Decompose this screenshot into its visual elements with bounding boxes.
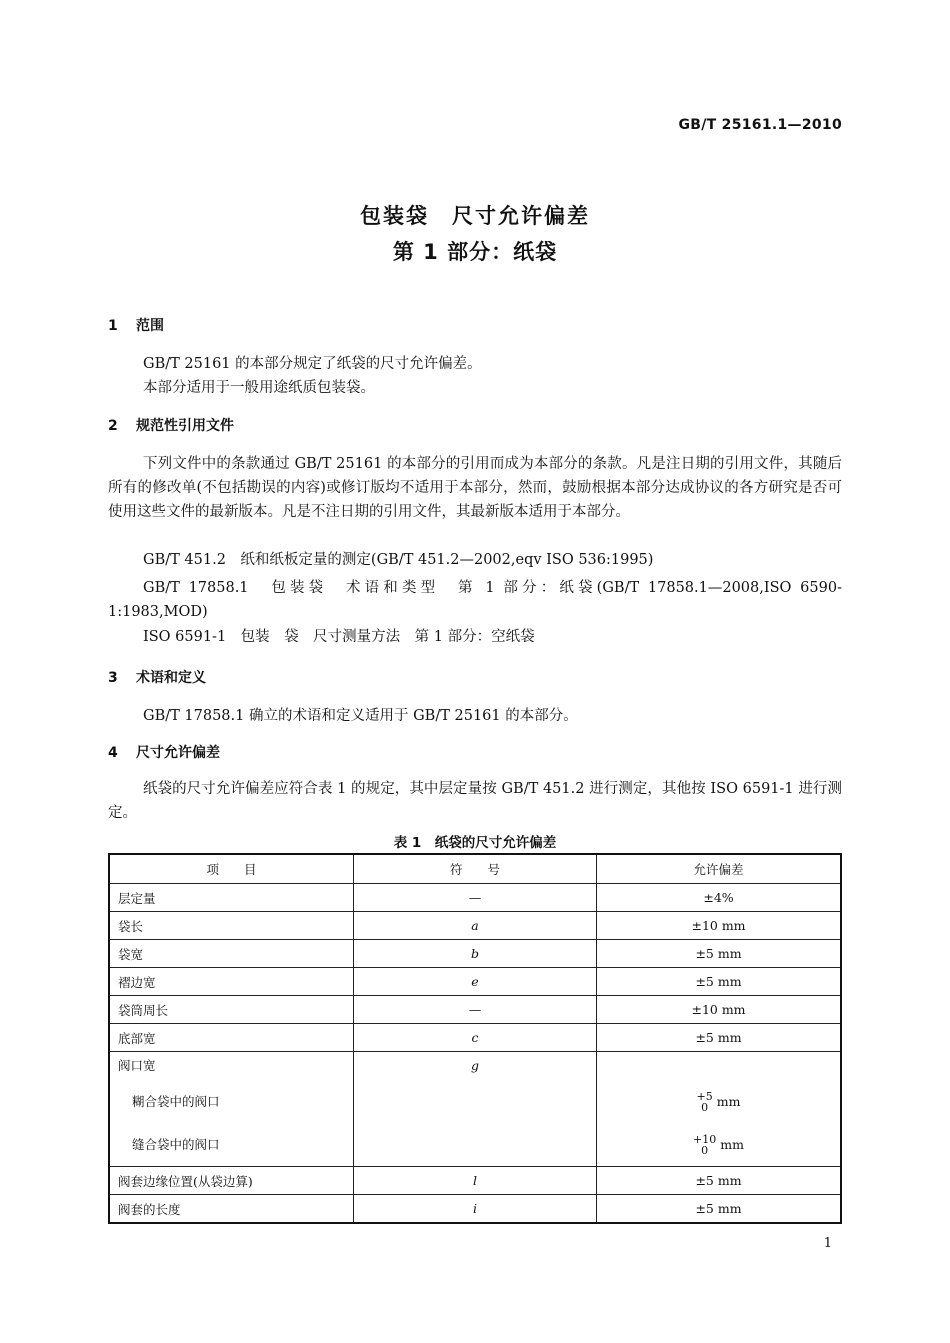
table-row — [109, 1167, 841, 1195]
tolerance-table — [108, 853, 842, 1224]
row-item: 阀套的长度 — [109, 1195, 354, 1224]
row-symbol: — — [354, 884, 597, 912]
column-header-item: 项 目 — [109, 854, 354, 884]
valve-item: 阀口宽 — [118, 1058, 156, 1073]
upper-deviation: +10 — [693, 1132, 717, 1146]
terms-paragraph: GB/T 17858.1 确立的术语和定义适用于 GB/T 25161 的本部分。 — [143, 708, 578, 724]
table-header-row — [109, 854, 841, 884]
valve-tolerance-pasted — [597, 1080, 840, 1123]
scope-paragraph-1: GB/T 25161 的本部分规定了纸袋的尺寸允许偏差。 — [143, 356, 482, 372]
column-header-symbol: 符 号 — [354, 854, 597, 884]
row-symbol: c — [354, 1024, 597, 1052]
valve-symbol-cell — [354, 1052, 597, 1167]
section-2-heading — [108, 415, 234, 435]
column-header-tolerance: 允许偏差 — [597, 854, 842, 884]
tolerance-fraction — [693, 1134, 716, 1156]
row-tolerance: ±5 mm — [597, 968, 842, 996]
row-item: 袋宽 — [109, 940, 354, 968]
references-intro-paragraph: 下列文件中的条款通过 GB/T 25161 的本部分的引用而成为本部分的条款。凡是注日期的引用文件，其随后所有的修改单(不包括勘误的内容)或修订版均不适用于本部分，然而，鼓励根据本部分达成协议的各方研究是否可使用这些文件的最新版本。凡是不注日期的引用文件，其最新版本适用于本部分。 — [108, 456, 842, 520]
row-item: 袋筒周长 — [109, 996, 354, 1024]
row-tolerance: ±5 mm — [597, 940, 842, 968]
row-symbol: b — [354, 940, 597, 968]
table-caption: 表 1 纸袋的尺寸允许偏差 — [393, 835, 557, 851]
valve-sub-item-pasted: 糊合袋中的阀口 — [132, 1094, 220, 1109]
lower-deviation: 0 — [701, 1100, 709, 1114]
row-tolerance: ±10 mm — [597, 912, 842, 940]
valve-tolerance-cell — [597, 1052, 842, 1167]
section-number: 3 — [108, 670, 118, 686]
row-tolerance: ±4% — [597, 884, 842, 912]
section-title: 术语和定义 — [136, 670, 206, 686]
row-symbol: l — [354, 1167, 597, 1195]
tolerance-paragraph: 纸袋的尺寸允许偏差应符合表 1 的规定，其中层定量按 GB/T 451.2 进行测定，其他按 ISO 6591-1 进行测定。 — [108, 781, 842, 821]
section-title: 范围 — [136, 318, 164, 334]
document-title: 包装袋 尺寸允许偏差 — [360, 204, 590, 228]
valve-tolerance-sewn — [597, 1123, 840, 1166]
row-item: 袋长 — [109, 912, 354, 940]
row-tolerance: ±5 mm — [597, 1024, 842, 1052]
valve-sub-item-sewn: 缝合袋中的阀口 — [132, 1137, 220, 1152]
row-tolerance: ±5 mm — [597, 1195, 842, 1224]
table-row — [109, 1024, 841, 1052]
section-number: 4 — [108, 745, 118, 761]
reference-item-1: GB/T 451.2 纸和纸板定量的测定(GB/T 451.2—2002,eqv ISO 536:1995) — [143, 552, 654, 568]
valve-item-cell — [109, 1052, 354, 1167]
table-row — [109, 996, 841, 1024]
section-number: 1 — [108, 318, 118, 334]
row-tolerance: ±10 mm — [597, 996, 842, 1024]
table-row — [109, 884, 841, 912]
document-subtitle: 第 1 部分：纸袋 — [392, 240, 558, 264]
reference-item-3: ISO 6591-1 包装 袋 尺寸测量方法 第 1 部分：空纸袋 — [143, 629, 535, 645]
row-item: 层定量 — [109, 884, 354, 912]
row-symbol: e — [354, 968, 597, 996]
standard-code: GB/T 25161.1—2010 — [678, 117, 842, 133]
table-row-valve — [109, 1052, 841, 1167]
scope-paragraph-2: 本部分适用于一般用途纸质包装袋。 — [143, 380, 375, 396]
row-symbol: i — [354, 1195, 597, 1224]
table-row — [109, 968, 841, 996]
row-tolerance: ±5 mm — [597, 1167, 842, 1195]
row-item: 底部宽 — [109, 1024, 354, 1052]
lower-deviation: 0 — [701, 1143, 709, 1157]
section-title: 尺寸允许偏差 — [136, 745, 220, 761]
table-row — [109, 1195, 841, 1224]
table-row — [109, 912, 841, 940]
section-title: 规范性引用文件 — [136, 418, 234, 434]
table-row — [109, 940, 841, 968]
unit: mm — [720, 1137, 744, 1152]
page-number: 1 — [823, 1236, 832, 1251]
section-3-heading — [108, 667, 206, 687]
unit: mm — [716, 1094, 741, 1109]
tolerance-fraction — [697, 1091, 713, 1113]
section-1-heading — [108, 315, 164, 335]
valve-symbol: g — [470, 1058, 479, 1073]
row-symbol: a — [354, 912, 597, 940]
section-number: 2 — [108, 418, 118, 434]
section-4-heading — [108, 742, 220, 762]
row-symbol: — — [354, 996, 597, 1024]
upper-deviation: +5 — [696, 1089, 713, 1103]
row-item: 褶边宽 — [109, 968, 354, 996]
reference-item-2: GB/T 17858.1 包装袋 术语和类型 第 1 部分：纸袋(GB/T 17858.1—2008,ISO 6590-1:1983,MOD) — [108, 580, 842, 620]
row-item: 阀套边缘位置(从袋边算) — [109, 1167, 354, 1195]
